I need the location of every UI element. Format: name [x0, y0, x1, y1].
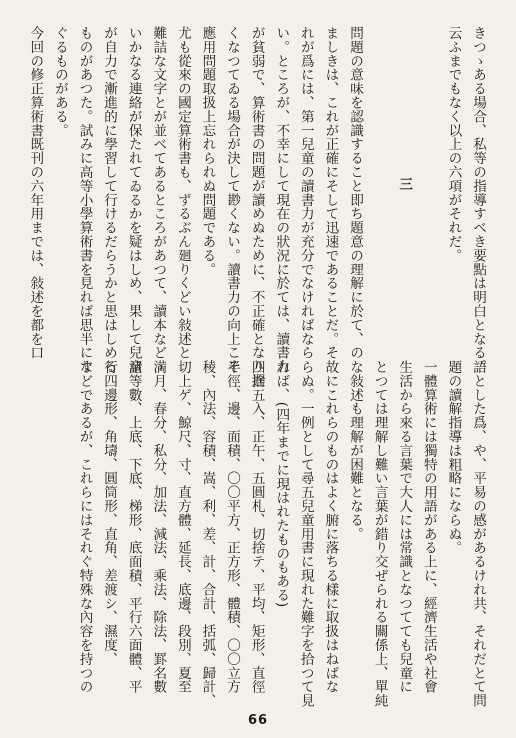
text-line: 云ふまでもなく以上の六項がそれだ。 [445, 26, 462, 263]
text-line: ものがあつた。試みに高等小學算術書を見れば思半にす [76, 26, 93, 374]
text-line: きつゝある場合、私等の指導すべき要點は明白となる。 [470, 26, 486, 374]
text-line: な敍述も理解が困難となる。 [347, 360, 364, 541]
text-line: 一體算術には獨特の用語がある上に、經濟生活や社會 [420, 360, 437, 694]
upper-text-block [17, 26, 486, 388]
text-line: が自力で漸進的に學習して行けるだらうかと思はしめる [101, 26, 118, 374]
text-line: 今回の修正算術書既刊の六年用までは、敍述を都を口 [27, 26, 44, 360]
text-line: 稜、內法、容積、嵩、利、差、計、合計、括弧、歸計、 [199, 360, 216, 708]
text-line: れば、(四年までに現はれたものもある) [273, 360, 290, 608]
text-line [410, 26, 435, 341]
section-heading: 三 [396, 176, 413, 191]
text-line: い。ところが、不幸にして現在の狀況に於ては、讀書力 [273, 26, 290, 374]
text-line: などであるが、これらにはそれぐ特殊な內容を持つの [76, 360, 93, 694]
page-number: 66 [247, 713, 269, 728]
text-line: ましきは、これが正確にそして迅速であることだ。そ [322, 26, 339, 360]
text-line: 行四邊形、角壔、圓筒形、直角、差渡シ、濕度、 [101, 360, 118, 666]
lower-text-block [66, 360, 486, 708]
text-line: れが爲には、第一兒童の讀書力が充分でなければなら [297, 26, 314, 360]
text-line: 半徑、邊、面積、〇〇平方、正方形、體積、〇〇立方 [224, 360, 241, 694]
text-line: 尤も從來の國定算術書も、ずるぶん廻りくどい敍述と [174, 26, 191, 360]
text-line: 四捨五入、正午、五圓札、切捨テ、平均、矩形、直徑 [248, 360, 265, 694]
text-line: いかなる連絡が保たれてゐるかを疑はしめ、果して兒童 [125, 26, 142, 374]
text-line: 難詰な文字とが並べてあるところがあつて、讀本などゝ [150, 26, 167, 374]
text-line: ぐるものがある。 [51, 26, 68, 138]
text-line: 應用問題取扱上忘れられぬ問題である。 [199, 26, 216, 277]
text-line: 語とした爲、や、平易の感があるけれ共、それだとて問 [470, 360, 486, 708]
text-line: が貧弱で、算術書の問題が讀めぬために、不正確となり遅 [248, 26, 265, 388]
text-line: 諸等數、上底、下底、梯形、底面積、平行六面體、平 [125, 360, 142, 694]
text-line: とつては理解し難い言葉が錯り交ぜられる關係上、單純 [371, 360, 388, 708]
text-line: らぬ。一例として尋五兒童用書に現れた難字を拾つて見 [297, 360, 314, 708]
text-line: 故にこれらのものはよく腑に落ちる樣に取扱はねばな [322, 360, 339, 694]
text-line: 問題の意味を認識すること即ち題意の理解に於て、の [347, 26, 364, 360]
text-line: 満月、春分、私分、加法、減法、乘法、除法、罫名數 [150, 360, 167, 694]
text-line: 切上ゲ、鯨尺、寸、直方體、延長、底邊、段別、夏至 [174, 360, 191, 694]
text-line: くなつてゐる場合が決して尠くない。讀書力の向上こそ [224, 26, 241, 374]
text-line: 生活から來る言葉で大人には常識となつてても兒童に [396, 360, 413, 694]
text-line [361, 26, 386, 341]
text-line: 題の讀解指導は粗略にならぬ。 [445, 360, 462, 555]
